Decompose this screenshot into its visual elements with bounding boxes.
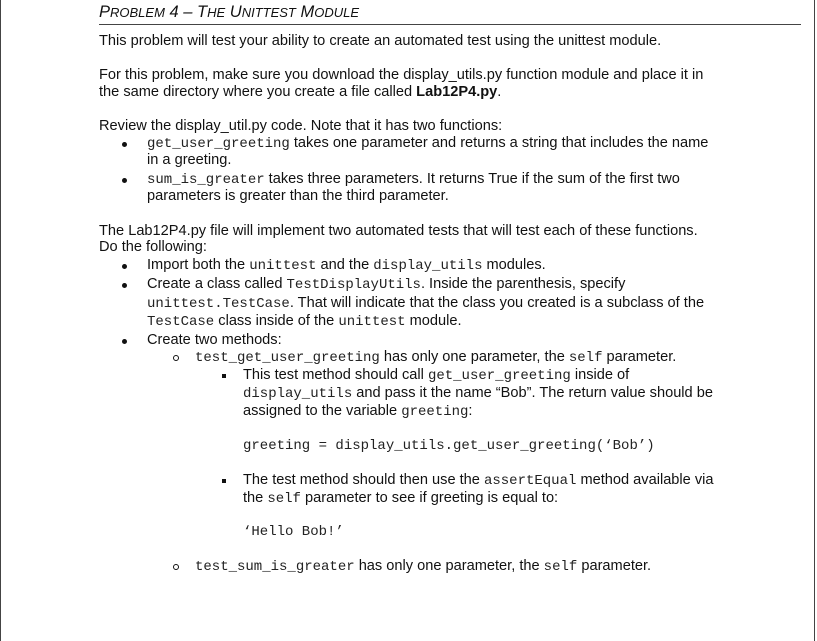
code-snippet-expected: ‘Hello Bob!’ <box>243 524 344 540</box>
sub-sub-bullet-square <box>222 479 226 483</box>
task-class-cont-1: unittest.TestCase. That will indicate that the class you created is a subclass of the <box>147 295 705 312</box>
method-1-step-2-cont: the self parameter to see if greeting is equal to: <box>243 490 559 507</box>
review-bullet-1-cont: in a greeting. <box>147 152 232 168</box>
review-bullet-2: sum_is_greater takes three parameters. It returns True if the sum of the first two <box>147 171 680 188</box>
download-line-1: For this problem, make sure you download the display_utils.py function module and place it in <box>99 67 704 83</box>
task-methods: Create two methods: <box>147 332 282 348</box>
method-1-step-1-cont-1: display_utils and pass it the name “Bob”. The return value should be <box>243 385 713 402</box>
tasks-intro-1: The Lab12P4.py file will implement two automated tests that will test each of these functions. <box>99 223 698 239</box>
lab-filename: Lab12P4.py <box>416 84 498 100</box>
review-bullet-2-cont: parameters is greater than the third parameter. <box>147 188 449 204</box>
bullet-dot <box>122 283 127 288</box>
method-1-step-1-cont-2: assigned to the variable greeting: <box>243 403 473 420</box>
bullet-dot <box>122 142 127 147</box>
method-1-step-1: This test method should call get_user_greeting inside of <box>243 367 630 384</box>
bullet-dot <box>122 264 127 269</box>
code-snippet-greeting: greeting = display_utils.get_user_greeting(‘Bob’) <box>243 438 655 454</box>
sub-sub-bullet-square <box>222 374 226 378</box>
problem-heading: PROBLEM 4 – THE UNITTEST MODULE <box>99 3 359 21</box>
review-intro: Review the display_util.py code. Note that it has two functions: <box>99 118 503 134</box>
sub-bullet-circle <box>173 355 179 361</box>
heading-rule <box>99 24 801 25</box>
sub-bullet-circle <box>173 564 179 570</box>
bullet-dot <box>122 339 127 344</box>
bullet-dot <box>122 178 127 183</box>
method-1-step-2: The test method should then use the assertEqual method available via <box>243 472 714 489</box>
method-1: test_get_user_greeting has only one parameter, the self parameter. <box>195 349 677 366</box>
task-class: Create a class called TestDisplayUtils. Inside the parenthesis, specify <box>147 276 626 293</box>
tasks-intro-2: Do the following: <box>99 239 207 255</box>
task-import: Import both the unittest and the display_utils modules. <box>147 257 546 274</box>
task-class-cont-2: TestCase class inside of the unittest module. <box>147 313 462 330</box>
download-line-2: the same directory where you create a file called Lab12P4.py. <box>99 84 502 100</box>
intro-paragraph: This problem will test your ability to create an automated test using the unittest module. <box>99 33 662 49</box>
method-2: test_sum_is_greater has only one parameter, the self parameter. <box>195 558 652 575</box>
review-bullet-1: get_user_greeting takes one parameter and returns a string that includes the name <box>147 135 709 152</box>
